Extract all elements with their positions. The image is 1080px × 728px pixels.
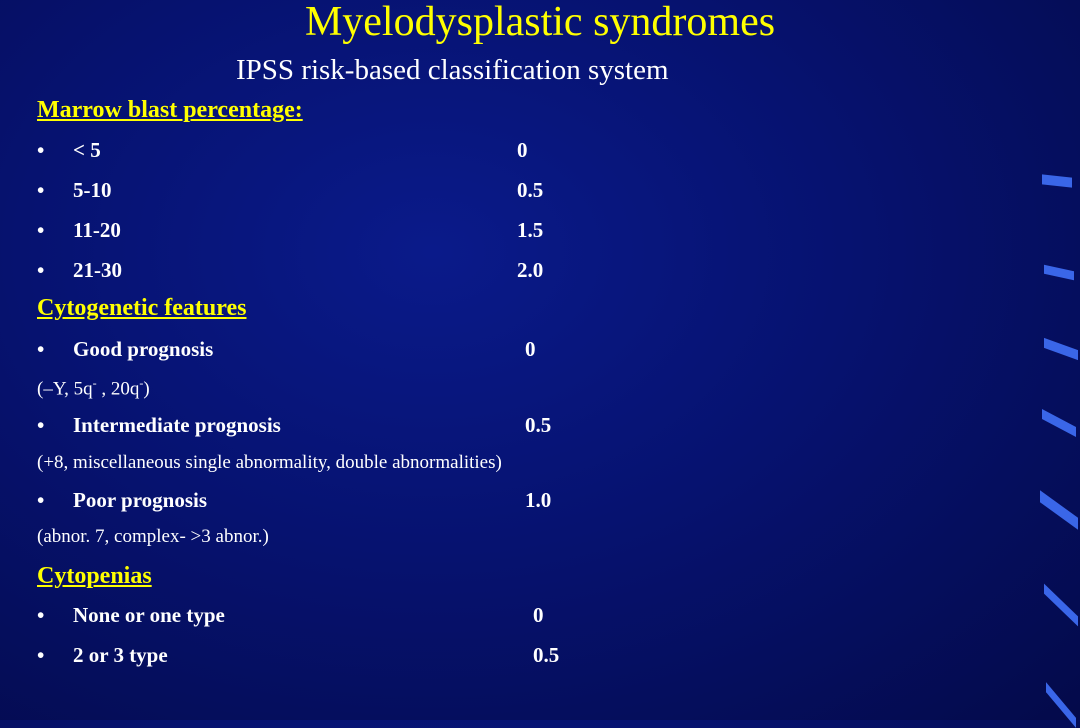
item-label: 5-10 — [73, 178, 112, 202]
decorative-stroke — [1044, 338, 1078, 360]
bullet: • — [37, 258, 45, 282]
decorative-stroke — [1040, 490, 1078, 530]
slide-title: Myelodysplastic syndromes — [304, 0, 776, 45]
item-note: (–Y, 5q- , 20q-) — [37, 376, 150, 400]
decorative-stroke — [1042, 174, 1072, 187]
bullet: • — [37, 603, 45, 627]
decorative-stroke — [1046, 682, 1076, 728]
bullet: • — [37, 413, 45, 437]
item-label: Intermediate prognosis — [73, 413, 281, 437]
item-value: 0 — [525, 337, 536, 361]
item-value: 1.0 — [525, 488, 552, 512]
item-label: < 5 — [73, 138, 101, 162]
bullet: • — [37, 218, 45, 242]
item-label: Good prognosis — [73, 337, 214, 361]
decorative-stroke — [1044, 584, 1078, 627]
decorative-stroke — [1044, 265, 1074, 280]
bullet: • — [37, 643, 45, 667]
section-heading-marrow: Marrow blast percentage: — [37, 97, 303, 123]
section-heading-cytogenetic: Cytogenetic features — [37, 295, 247, 321]
bullet: • — [37, 488, 45, 512]
bullet: • — [37, 138, 45, 162]
item-label: Poor prognosis — [73, 488, 207, 512]
item-note: (abnor. 7, complex- >3 abnor.) — [37, 526, 269, 547]
bullet: • — [37, 178, 45, 202]
item-value: 2.0 — [517, 258, 544, 282]
item-value: 1.5 — [517, 218, 544, 242]
bullet: • — [37, 337, 45, 361]
item-label: None or one type — [73, 603, 225, 627]
item-value: 0 — [517, 138, 528, 162]
item-value: 0.5 — [517, 178, 544, 202]
item-label: 2 or 3 type — [73, 643, 168, 667]
decorative-stroke — [1042, 409, 1076, 437]
item-label: 11-20 — [73, 218, 121, 242]
item-value: 0 — [533, 603, 544, 627]
item-label: 21-30 — [73, 258, 122, 282]
item-note: (+8, miscellaneous single abnormality, double abnormalities) — [37, 452, 502, 473]
slide-subtitle: IPSS risk-based classification system — [236, 54, 669, 86]
section-heading-cytopenias: Cytopenias — [37, 563, 152, 589]
item-value: 0.5 — [525, 413, 552, 437]
item-value: 0.5 — [533, 643, 560, 667]
